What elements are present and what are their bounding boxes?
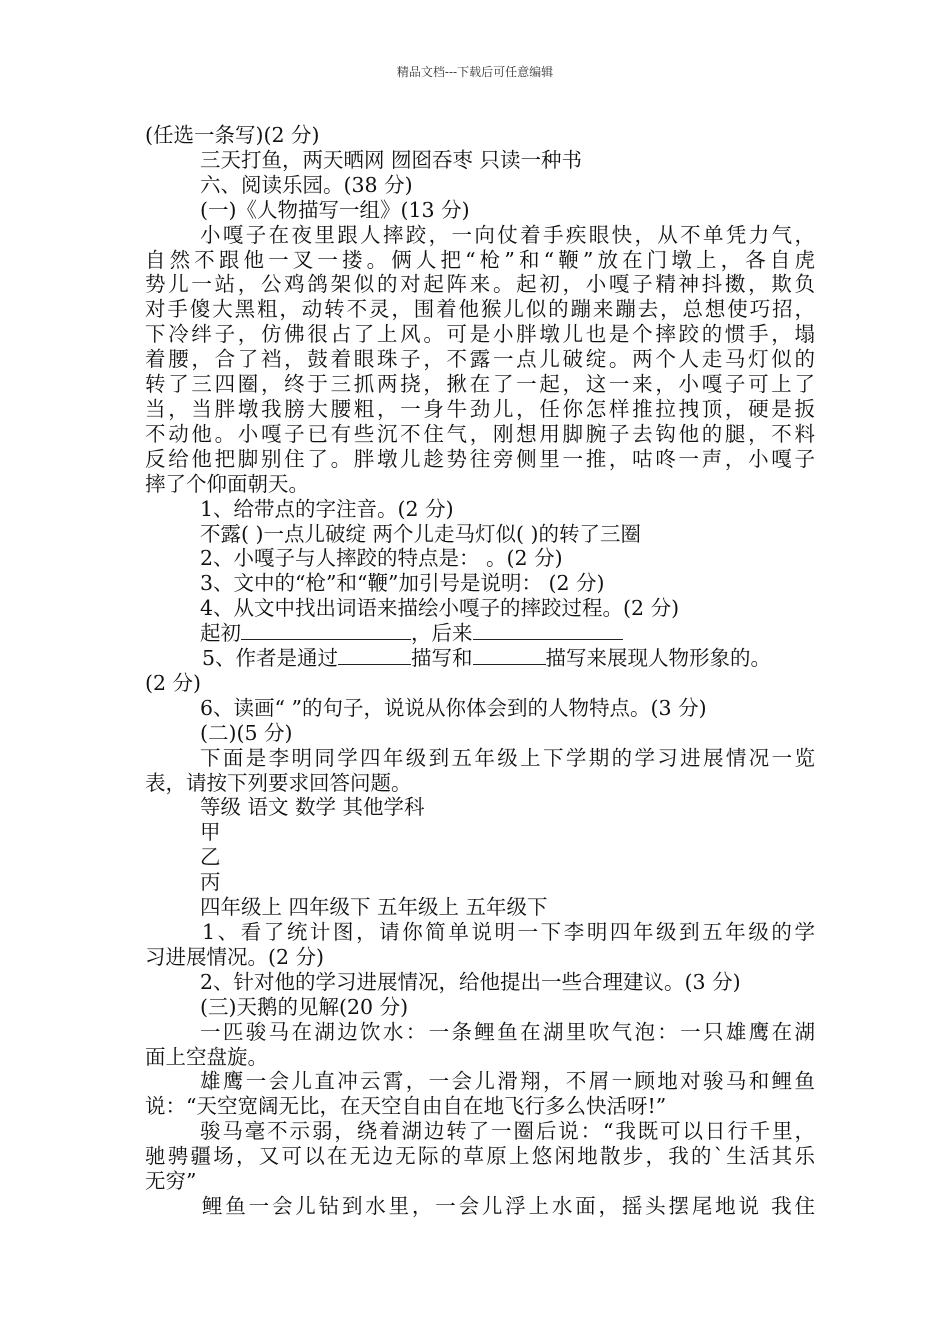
page-header: 精品文档---下载后可任意编辑 <box>396 65 554 79</box>
text-line: 自然不跟他一叉一搂。俩人把“枪”和“鞭”放在门墩上，各自虎 <box>145 247 815 272</box>
text-line: (一)《人物描写一组》(13 分) <box>200 197 470 222</box>
text-line: (2 分) <box>145 670 202 695</box>
text-line: 对手傻大黑粗，动转不灵，围着他猴儿似的蹦来蹦去，总想使巧招， <box>145 297 815 322</box>
q5-text: 描写来展现人物形象的。 <box>545 646 772 671</box>
text-line: 三天打鱼，两天晒网 囫囵吞枣 只读一种书 <box>200 147 583 172</box>
text-line: 6、读画“ ”的句子，说说从你体会到的人物特点。(3 分) <box>200 695 707 720</box>
text-line: 着腰，合了裆，鼓着眼珠子，不露一点儿破绽。两个人走马灯似的 <box>145 347 815 372</box>
document-body <box>145 123 815 1219</box>
text-line: 下面是李明同学四年级到五年级上下学期的学习进展情况一览 <box>200 745 815 770</box>
text-line: 六、阅读乐园。(38 分) <box>200 172 413 197</box>
q4-label-later: ，后来 <box>411 621 473 646</box>
text-line: 四年级上 四年级下 五年级上 五年级下 <box>200 895 548 920</box>
text-line: 驰骋疆场，又可以在无边无际的草原上悠闲地散步，我的`生活其乐 <box>145 1144 815 1169</box>
text-line: 表，请按下列要求回答问题。 <box>145 770 412 795</box>
answer-blank[interactable] <box>473 646 546 665</box>
text-line: 2、针对他的学习进展情况，给他提出一些合理建议。(3 分) <box>200 969 741 994</box>
text-line: 4、从文中找出词语来描绘小嘎子的摔跤过程。(2 分) <box>200 596 680 621</box>
text-line: 势儿一站，公鸡鸽架似的对起阵来。起初，小嘎子精神抖擞，欺负 <box>145 272 815 297</box>
q5-text: 描写和 <box>411 646 473 671</box>
text-line: 小嘎子在夜里跟人摔跤，一向仗着手疾眼快，从不单凭力气， <box>200 222 815 247</box>
text-line: 不动他。小嘎子已有些沉不住气，刚想用脚腕子去钩他的腿，不料 <box>145 421 815 446</box>
text-line: 骏马毫不示弱，绕着湖边转了一圈后说：“我既可以日行千里， <box>200 1119 815 1144</box>
text-line: 等级 语文 数学 其他学科 <box>200 795 425 820</box>
text-line: 转了三四圈，终于三抓两挠，揪在了一起，这一来，小嘎子可上了 <box>145 372 815 397</box>
text-line: 1、给带点的字注音。(2 分) <box>200 496 454 521</box>
text-line: 雄鹰一会儿直冲云霄，一会儿滑翔，不屑一顾地对骏马和鲤鱼 <box>200 1069 815 1094</box>
answer-blank[interactable] <box>473 621 623 640</box>
q5-text: 5、作者是通过 <box>202 646 339 671</box>
text-line: 1、看了统计图，请你简单说明一下李明四年级到五年级的学 <box>202 920 815 944</box>
text-line: (任选一条写)(2 分) <box>145 123 320 147</box>
text-line: 反给他把脚别住了。胖墩儿趁势往旁侧里一推，咕咚一声，小嘎子 <box>145 446 815 471</box>
text-line: 当，当胖墩我膀大腰粗，一身牛劲儿，任你怎样推拉拽顶，硬是扳 <box>145 396 815 421</box>
text-line: 不露( )一点儿破绽 两个儿走马灯似( )的转了三圈 <box>200 521 642 546</box>
text-line: (三)天鹅的见解(20 分) <box>200 994 409 1019</box>
text-line: (二)(5 分) <box>200 720 293 745</box>
text-line: 说：“天空宽阔无比，在天空自由自在地飞行多么快活呀!” <box>145 1094 667 1119</box>
text-line: 下冷绊子，仿佛很占了上风。可是小胖墩儿也是个摔跤的惯手，塌 <box>145 322 815 347</box>
text-line: 3、文中的“枪”和“鞭”加引号是说明： (2 分) <box>200 571 605 596</box>
text-line: 习进展情况。(2 分) <box>145 944 325 969</box>
text-line: 2、小嘎子与人摔跤的特点是： 。(2 分) <box>200 546 563 571</box>
text-line: 无穷” <box>145 1169 197 1194</box>
text-line: 甲 <box>200 820 221 845</box>
text-line: 鲤鱼一会儿钻到水里，一会儿浮上水面，摇头摆尾地说 我住 <box>202 1193 815 1218</box>
answer-blank[interactable] <box>241 621 411 640</box>
text-line: 摔了个仰面朝天。 <box>145 471 309 496</box>
q4-label-start: 起初 <box>200 621 241 646</box>
text-line <box>145 621 815 646</box>
text-line: 丙 <box>200 870 221 895</box>
text-line: 乙 <box>200 845 221 870</box>
text-line: 一匹骏马在湖边饮水：一条鲤鱼在湖里吹气泡：一只雄鹰在湖 <box>200 1019 815 1044</box>
answer-blank[interactable] <box>338 646 411 665</box>
text-line <box>145 646 815 671</box>
text-line: 面上空盘旋。 <box>145 1044 268 1069</box>
